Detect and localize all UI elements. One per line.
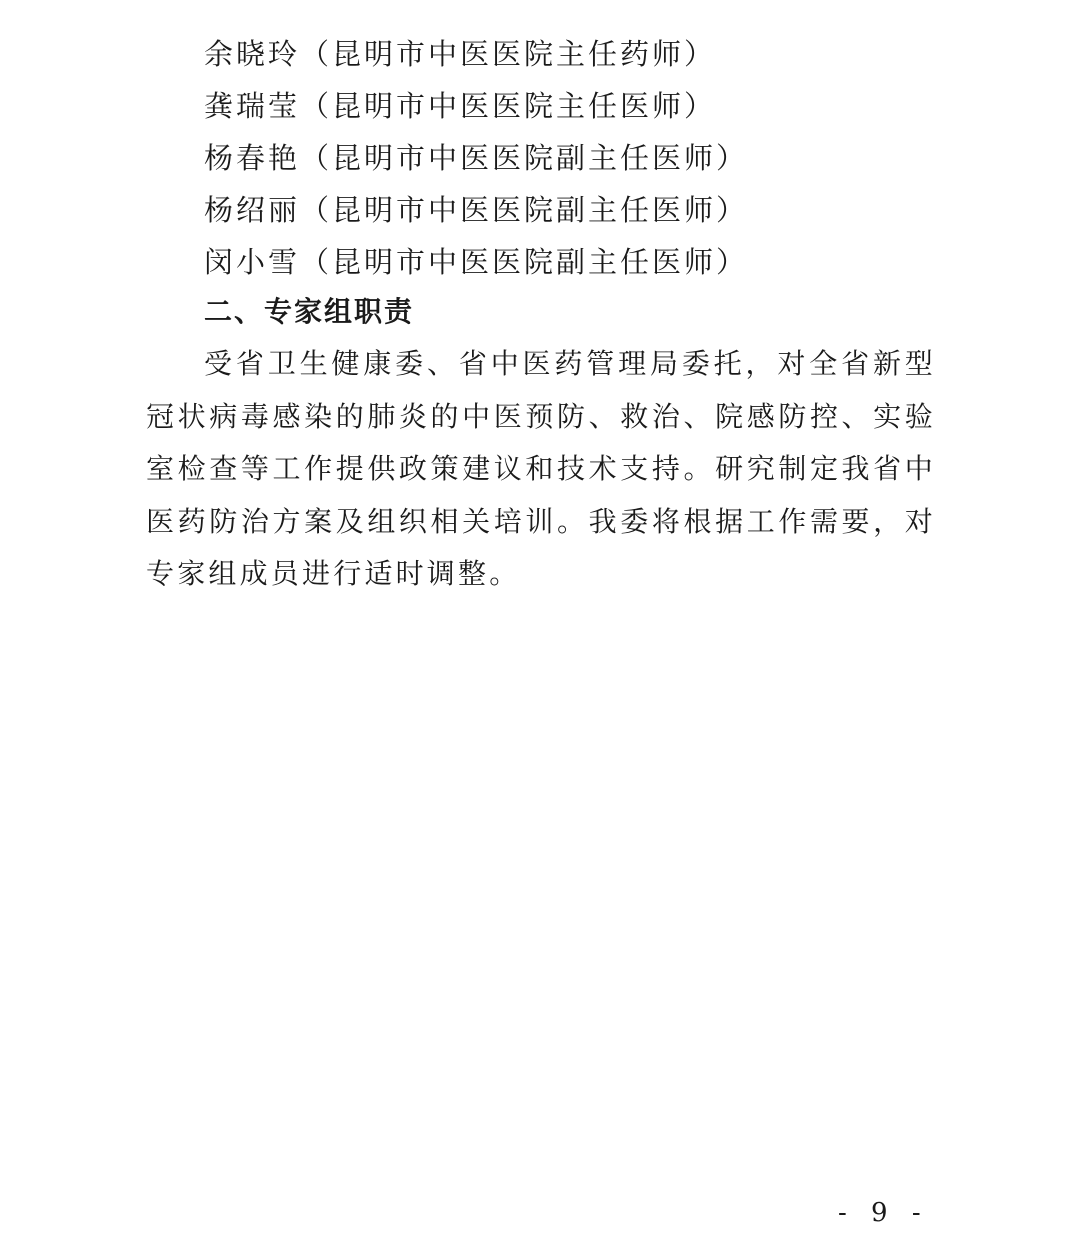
expert-member-list bbox=[204, 28, 748, 288]
member-item: 龚瑞莹（昆明市中医医院主任医师） bbox=[204, 89, 717, 123]
member-item: 余晓玲（昆明市中医医院主任药师） bbox=[204, 37, 717, 71]
member-item: 闵小雪（昆明市中医医院副主任医师） bbox=[204, 245, 749, 279]
section-heading: 二、专家组职责 bbox=[204, 295, 415, 328]
responsibilities-paragraph: 受省卫生健康委、省中医药管理局委托，对全省新型冠状病毒感染的肺炎的中医预防、救治、院感防控、实验室检查等工作提供政策建议和技术支持。研究制定我省中医药防治方案及组织相关培训。我委将根据工作需要，对专家组成员进行适时调整。 bbox=[146, 347, 936, 590]
member-item: 杨绍丽（昆明市中医医院副主任医师） bbox=[204, 193, 749, 227]
page-number: - 9 - bbox=[838, 1198, 929, 1228]
member-item: 杨春艳（昆明市中医医院副主任医师） bbox=[204, 141, 749, 175]
